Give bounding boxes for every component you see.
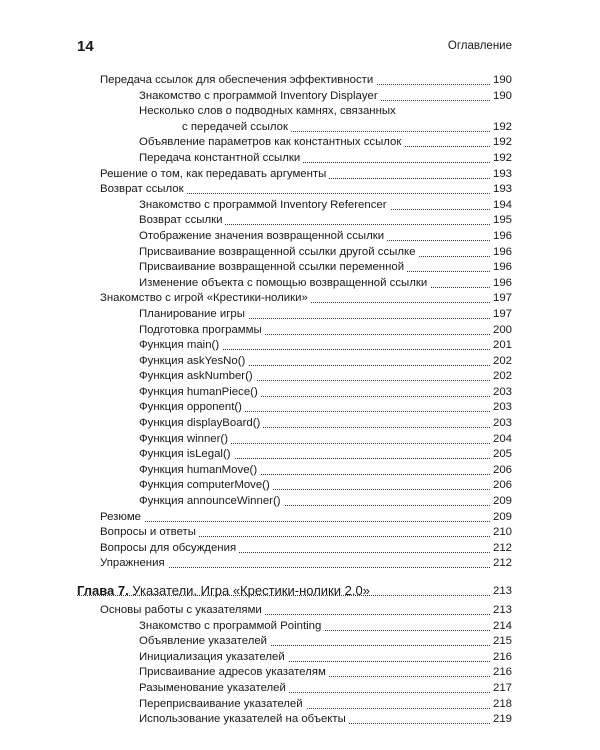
toc-entry-page: 192: [490, 120, 512, 136]
toc-entry[interactable]: [0, 245, 600, 261]
toc-entry-title: Разыменование указателей: [139, 681, 289, 697]
toc-entry-title: Несколько слов о подводных камнях, связанных: [139, 104, 399, 120]
toc-entry-title: Присваивание адресов указателям: [139, 665, 329, 681]
toc-entry-page: 202: [490, 354, 512, 370]
toc-entry-title: Объявление указателей: [139, 634, 270, 650]
toc-entry-page: 218: [490, 697, 512, 713]
toc-entry-page: 195: [490, 213, 512, 229]
toc-entry-page: 206: [490, 478, 512, 494]
toc-entry[interactable]: [0, 416, 600, 432]
toc-entry[interactable]: [0, 603, 600, 619]
toc-entry-page: 216: [490, 650, 512, 666]
toc-entry-page: 196: [490, 229, 512, 245]
toc-entry-title: Планирование игры: [139, 307, 248, 323]
toc-entry-page: 196: [490, 245, 512, 261]
toc-entry-page: 213: [490, 603, 512, 619]
page-number: 14: [77, 38, 94, 55]
toc-entry[interactable]: [0, 369, 600, 385]
toc-entry[interactable]: [0, 463, 600, 479]
toc-chapter-row[interactable]: [0, 581, 600, 601]
toc-entry-page: 206: [490, 463, 512, 479]
toc-entry-title: Переприсваивание указателей: [139, 697, 306, 713]
toc-entry-page: 209: [490, 494, 512, 510]
toc-entry[interactable]: [0, 73, 600, 89]
toc-entry[interactable]: [0, 151, 600, 167]
toc-entry-title: Функция main(): [139, 338, 222, 354]
toc-entry[interactable]: [0, 494, 600, 510]
toc-entry[interactable]: [0, 229, 600, 245]
toc-entry[interactable]: [0, 182, 600, 198]
toc-entry[interactable]: [0, 681, 600, 697]
toc-entry[interactable]: [0, 650, 600, 666]
toc-entry-title: Возврат ссылок: [100, 182, 187, 198]
toc-entry[interactable]: [0, 525, 600, 541]
toc-entry-page: 209: [490, 510, 512, 526]
toc-entry-title: Знакомство с программой Inventory Referencer: [139, 198, 390, 214]
toc-entry[interactable]: [0, 712, 600, 728]
toc-entry-page: 193: [490, 167, 512, 183]
toc-entry-page: 193: [490, 182, 512, 198]
toc-entry-title: Функция askNumber(): [139, 369, 256, 385]
toc-entry-page: 197: [490, 291, 512, 307]
toc-entry-title: Использование указателей на объекты: [139, 712, 349, 728]
toc-entry[interactable]: [0, 510, 600, 526]
toc-entry-title: Изменение объекта с помощью возвращенной ссылки: [139, 276, 430, 292]
toc-entry-page: 214: [490, 619, 512, 635]
toc-entry-page: 192: [490, 135, 512, 151]
toc-entry-title: Функция winner(): [139, 432, 231, 448]
toc-entry[interactable]: [0, 432, 600, 448]
toc-entry[interactable]: [0, 697, 600, 713]
toc-entry[interactable]: [0, 291, 600, 307]
toc-entry-page: 212: [490, 556, 512, 572]
toc-entry[interactable]: [0, 104, 600, 120]
toc-entry-title: Вопросы и ответы: [100, 525, 199, 541]
toc-entry[interactable]: [0, 400, 600, 416]
toc-entry-page: 196: [490, 260, 512, 276]
toc-entry[interactable]: [0, 307, 600, 323]
toc-entry[interactable]: [0, 323, 600, 339]
toc-entry-title: Присваивание возвращенной ссылки переменной: [139, 260, 407, 276]
toc-entry[interactable]: [0, 213, 600, 229]
toc-entry-title: Резюме: [100, 510, 144, 526]
toc-entry-title: Решение о том, как передавать аргументы: [100, 167, 329, 183]
chapter-title: Указатели. Игра «Крестики-нолики 2.0»: [132, 583, 370, 598]
toc-entry-title: Отображение значения возвращенной ссылки: [139, 229, 387, 245]
page-header: [77, 38, 512, 60]
running-head: Оглавление: [447, 40, 512, 52]
table-of-contents: [0, 73, 600, 728]
toc-entry[interactable]: [0, 276, 600, 292]
toc-entry-page: 203: [490, 416, 512, 432]
toc-section-b: [0, 603, 600, 728]
toc-entry-page: 216: [490, 665, 512, 681]
toc-entry-page: 190: [490, 89, 512, 105]
toc-entry-title: Функция opponent(): [139, 400, 245, 416]
toc-entry-title: Функция humanMove(): [139, 463, 260, 479]
toc-entry-page: 203: [490, 385, 512, 401]
toc-entry-title: Подготовка программы: [139, 323, 265, 339]
toc-entry[interactable]: [0, 89, 600, 105]
toc-entry[interactable]: [0, 556, 600, 572]
toc-entry-title: Функция isLegal(): [139, 447, 234, 463]
dot-leader: [100, 510, 492, 522]
toc-entry-title: Инициализация указателей: [139, 650, 288, 666]
toc-entry[interactable]: [0, 198, 600, 214]
toc-entry-page: 196: [490, 276, 512, 292]
toc-entry-page: 197: [490, 307, 512, 323]
toc-entry-title: с передачей ссылок: [182, 120, 291, 136]
toc-entry[interactable]: [0, 634, 600, 650]
toc-entry[interactable]: [0, 167, 600, 183]
toc-entry-title: Вопросы для обсуждения: [100, 541, 239, 557]
toc-entry-page: 200: [490, 323, 512, 339]
toc-entry[interactable]: [0, 385, 600, 401]
toc-entry-page: 217: [490, 681, 512, 697]
toc-entry[interactable]: [0, 447, 600, 463]
toc-entry-title: Передача константной ссылки: [139, 151, 303, 167]
toc-entry-page: 201: [490, 338, 512, 354]
toc-entry-title: Упражнения: [100, 556, 168, 572]
toc-entry-title: Знакомство с игрой «Крестики-нолики»: [100, 291, 311, 307]
toc-entry-title: Возврат ссылки: [139, 213, 225, 229]
toc-entry[interactable]: [0, 665, 600, 681]
toc-entry-page: 190: [490, 73, 512, 89]
toc-entry-title: Знакомство с программой Inventory Displayer: [139, 89, 381, 105]
toc-entry-page: 194: [490, 198, 512, 214]
toc-entry-page: 212: [490, 541, 512, 557]
toc-entry-title: Объявление параметров как константных ссылок: [139, 135, 404, 151]
toc-entry-title: Функция computerMove(): [139, 478, 273, 494]
toc-entry-title: Функция askYesNo(): [139, 354, 248, 370]
dot-leader: [77, 581, 492, 596]
toc-entry-page: 192: [490, 151, 512, 167]
toc-entry-title: Присваивание возвращенной ссылки другой ссылке: [139, 245, 418, 261]
toc-entry[interactable]: [0, 619, 600, 635]
toc-entry-page: 210: [490, 525, 512, 541]
toc-entry[interactable]: [0, 260, 600, 276]
toc-entry-title: Функция humanPiece(): [139, 385, 261, 401]
toc-entry-page: 219: [490, 712, 512, 728]
chapter-number: Глава 7.: [77, 583, 129, 598]
toc-entry-title: Функция displayBoard(): [139, 416, 263, 432]
toc-entry[interactable]: [0, 541, 600, 557]
toc-entry-page: 202: [490, 369, 512, 385]
toc-entry[interactable]: [0, 338, 600, 354]
toc-entry-title: Знакомство с программой Pointing: [139, 619, 324, 635]
toc-entry[interactable]: [0, 120, 600, 136]
toc-entry[interactable]: [0, 354, 600, 370]
toc-entry-title: Основы работы с указателями: [100, 603, 265, 619]
toc-entry-page: 204: [490, 432, 512, 448]
toc-entry-title: Передача ссылок для обеспечения эффективности: [100, 73, 376, 89]
toc-entry[interactable]: [0, 478, 600, 494]
toc-entry-page: 203: [490, 400, 512, 416]
toc-entry[interactable]: [0, 135, 600, 151]
toc-entry-page: 215: [490, 634, 512, 650]
toc-section-a: [0, 73, 600, 572]
toc-entry-title: Функция announceWinner(): [139, 494, 284, 510]
chapter-page: 213: [490, 581, 512, 601]
toc-entry-page: 205: [490, 447, 512, 463]
